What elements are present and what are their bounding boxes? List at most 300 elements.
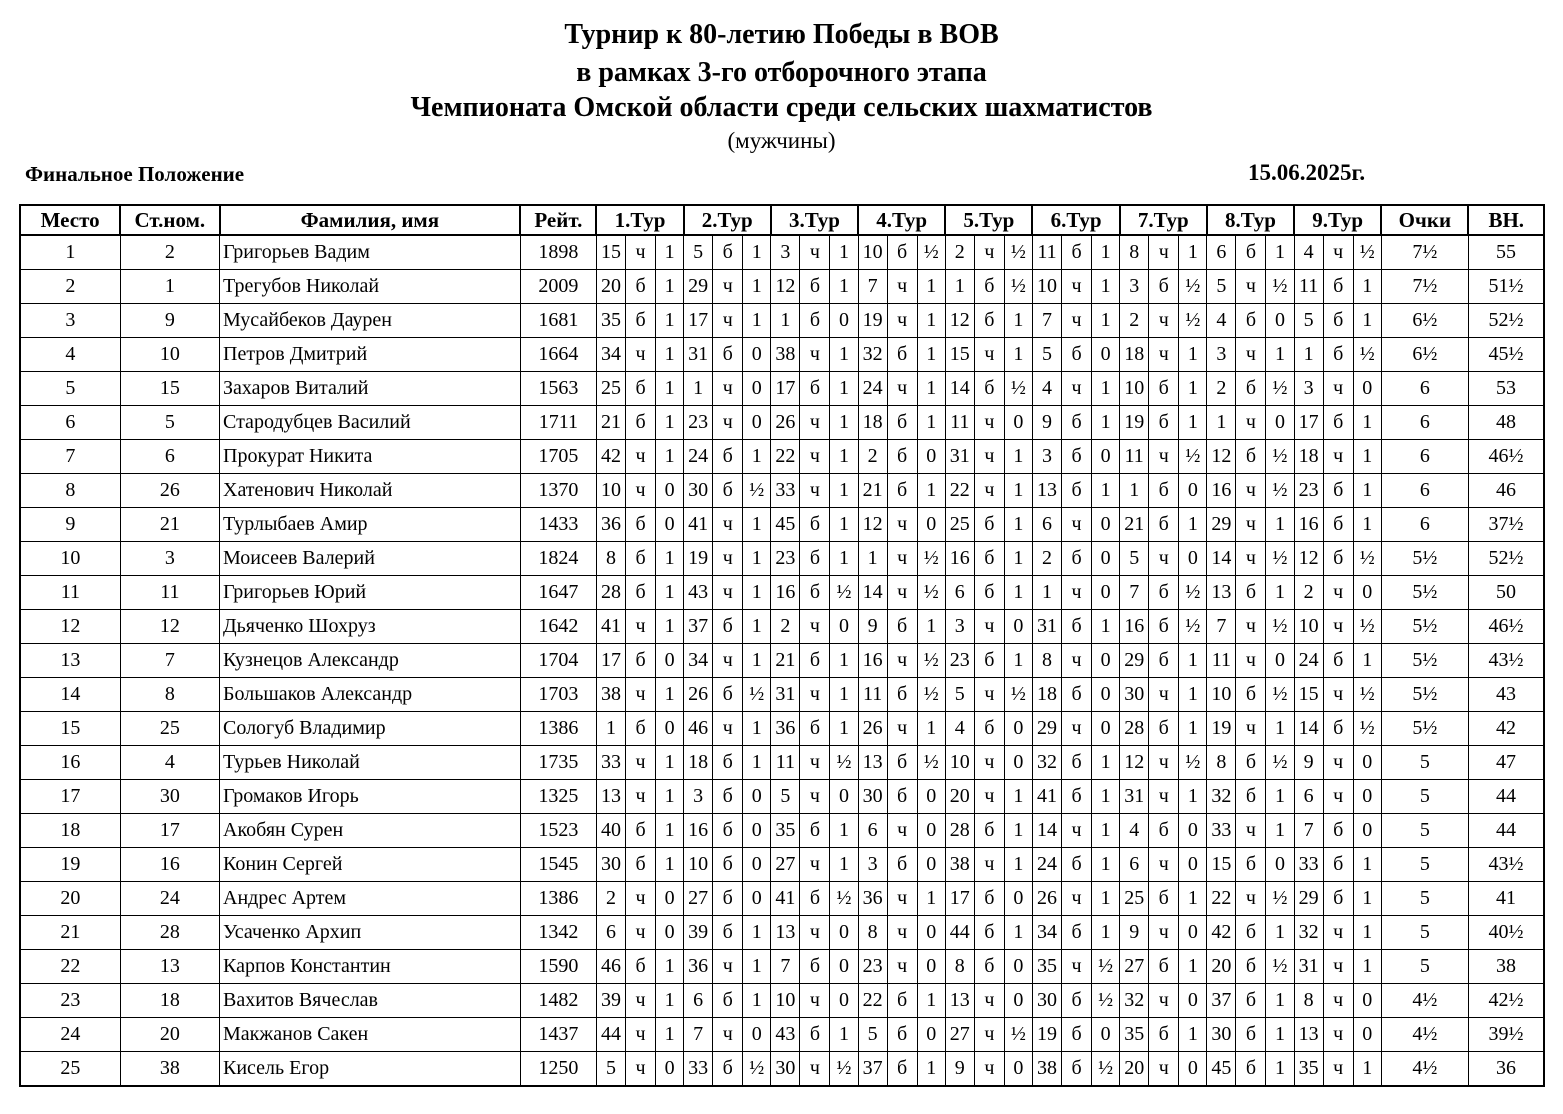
round-3-result: 1 bbox=[830, 848, 858, 882]
round-9-color: ч bbox=[1323, 916, 1353, 950]
standings-table bbox=[19, 204, 1545, 1087]
round-3-color: ч bbox=[800, 916, 830, 950]
round-9-result: 0 bbox=[1353, 576, 1381, 610]
round-5-opponent: 38 bbox=[945, 848, 974, 882]
round-6-opponent: 5 bbox=[1032, 338, 1061, 372]
round-8-result: 1 bbox=[1266, 916, 1294, 950]
round-1-result: 1 bbox=[656, 406, 684, 440]
round-4-color: ч bbox=[887, 644, 917, 678]
round-4-result: ½ bbox=[917, 746, 945, 780]
table-row bbox=[20, 882, 1544, 916]
place-cell: 20 bbox=[20, 882, 120, 916]
round-6-color: ч bbox=[1062, 304, 1092, 338]
round-6-result: 1 bbox=[1092, 882, 1120, 916]
round-4-opponent: 10 bbox=[858, 235, 887, 270]
player-name-cell: Конин Сергей bbox=[220, 848, 521, 882]
title-line-2: в рамках 3-го отборочного этапа bbox=[576, 57, 987, 88]
table-row bbox=[20, 610, 1544, 644]
round-6-result: 1 bbox=[1092, 474, 1120, 508]
round-4-result: 1 bbox=[917, 474, 945, 508]
round-7-color: б bbox=[1149, 270, 1179, 304]
round-9-opponent: 9 bbox=[1294, 746, 1323, 780]
round-3-result: 0 bbox=[830, 780, 858, 814]
round-2-color: б bbox=[713, 814, 743, 848]
round-9-result: 0 bbox=[1353, 984, 1381, 1018]
round-8-opponent: 42 bbox=[1207, 916, 1236, 950]
round-9-color: б bbox=[1323, 270, 1353, 304]
start-number-cell: 17 bbox=[120, 814, 219, 848]
round-6-result: 1 bbox=[1092, 406, 1120, 440]
round-3-color: ч bbox=[800, 848, 830, 882]
round-5-opponent: 22 bbox=[945, 474, 974, 508]
round-2-result: 1 bbox=[743, 746, 771, 780]
round-8-opponent: 45 bbox=[1207, 1052, 1236, 1087]
round-2-opponent: 18 bbox=[684, 746, 713, 780]
start-number-cell: 16 bbox=[120, 848, 219, 882]
place-cell: 15 bbox=[20, 712, 120, 746]
round-6-result: 1 bbox=[1092, 746, 1120, 780]
tiebreak-cell: 36 bbox=[1468, 1052, 1544, 1087]
start-number-cell: 8 bbox=[120, 678, 219, 712]
round-3-opponent: 45 bbox=[771, 508, 800, 542]
round-7-opponent: 1 bbox=[1120, 474, 1149, 508]
round-5-result: 1 bbox=[1004, 576, 1032, 610]
round-9-opponent: 13 bbox=[1294, 1018, 1323, 1052]
round-8-color: б bbox=[1236, 950, 1266, 984]
round-8-result: 1 bbox=[1266, 235, 1294, 270]
round-9-result: ½ bbox=[1353, 235, 1381, 270]
round-4-result: ½ bbox=[917, 235, 945, 270]
round-9-color: б bbox=[1323, 474, 1353, 508]
round-1-color: ч bbox=[626, 235, 656, 270]
round-3-result: ½ bbox=[830, 576, 858, 610]
points-cell: 5 bbox=[1381, 746, 1468, 780]
round-6-result: 1 bbox=[1092, 235, 1120, 270]
round-3-opponent: 13 bbox=[771, 916, 800, 950]
round-2-opponent: 7 bbox=[684, 1018, 713, 1052]
round-6-opponent: 8 bbox=[1032, 644, 1061, 678]
round-7-result: 1 bbox=[1179, 508, 1207, 542]
round-3-color: б bbox=[800, 304, 830, 338]
round-2-result: 1 bbox=[743, 610, 771, 644]
round-4-color: б bbox=[887, 338, 917, 372]
round-3-opponent: 11 bbox=[771, 746, 800, 780]
table-row bbox=[20, 406, 1544, 440]
tiebreak-cell: 39½ bbox=[1468, 1018, 1544, 1052]
points-cell: 6 bbox=[1381, 474, 1468, 508]
round-8-color: б bbox=[1236, 746, 1266, 780]
round-3-opponent: 30 bbox=[771, 1052, 800, 1087]
round-4-opponent: 26 bbox=[858, 712, 887, 746]
round-9-opponent: 15 bbox=[1294, 678, 1323, 712]
round-9-result: 1 bbox=[1353, 916, 1381, 950]
round-4-opponent: 11 bbox=[858, 678, 887, 712]
round-3-result: 0 bbox=[830, 950, 858, 984]
round-8-opponent: 1 bbox=[1207, 406, 1236, 440]
round-9-opponent: 31 bbox=[1294, 950, 1323, 984]
round-7-result: ½ bbox=[1179, 440, 1207, 474]
round-8-result: 1 bbox=[1266, 984, 1294, 1018]
round-9-result: 1 bbox=[1353, 406, 1381, 440]
round-3-result: 1 bbox=[830, 712, 858, 746]
table-row bbox=[20, 338, 1544, 372]
table-row bbox=[20, 304, 1544, 338]
round-6-opponent: 10 bbox=[1032, 270, 1061, 304]
round-3-opponent: 12 bbox=[771, 270, 800, 304]
subtitle: (мужчины) bbox=[727, 128, 836, 153]
round-3-color: б bbox=[800, 1018, 830, 1052]
round-5-result: ½ bbox=[1004, 372, 1032, 406]
round-8-color: б bbox=[1236, 304, 1266, 338]
start-number-cell: 18 bbox=[120, 984, 219, 1018]
round-3-color: б bbox=[800, 372, 830, 406]
round-3-result: 0 bbox=[830, 916, 858, 950]
round-1-color: ч bbox=[626, 780, 656, 814]
round-8-color: б bbox=[1236, 440, 1266, 474]
round-7-color: б bbox=[1149, 712, 1179, 746]
player-name-cell: Мусайбеков Даурен bbox=[220, 304, 521, 338]
player-name-cell: Захаров Виталий bbox=[220, 372, 521, 406]
rating-cell: 1681 bbox=[520, 304, 596, 338]
round-8-color: б bbox=[1236, 848, 1266, 882]
round-6-color: б bbox=[1062, 542, 1092, 576]
round-5-result: 1 bbox=[1004, 916, 1032, 950]
tiebreak-cell: 45½ bbox=[1468, 338, 1544, 372]
start-number-cell: 10 bbox=[120, 338, 219, 372]
start-number-cell: 25 bbox=[120, 712, 219, 746]
round-8-result: 0 bbox=[1266, 644, 1294, 678]
points-cell: 6½ bbox=[1381, 304, 1468, 338]
rating-cell: 1664 bbox=[520, 338, 596, 372]
round-4-opponent: 32 bbox=[858, 338, 887, 372]
points-cell: 4½ bbox=[1381, 1052, 1468, 1087]
round-5-color: ч bbox=[974, 235, 1004, 270]
round-3-result: 1 bbox=[830, 1018, 858, 1052]
round-3-result: 1 bbox=[830, 678, 858, 712]
round-1-result: 0 bbox=[656, 474, 684, 508]
tiebreak-cell: 40½ bbox=[1468, 916, 1544, 950]
start-number-cell: 6 bbox=[120, 440, 219, 474]
start-number-cell: 9 bbox=[120, 304, 219, 338]
round-2-color: б bbox=[713, 916, 743, 950]
round-4-color: ч bbox=[887, 372, 917, 406]
place-cell: 19 bbox=[20, 848, 120, 882]
round-8-opponent: 14 bbox=[1207, 542, 1236, 576]
round-3-color: б bbox=[800, 644, 830, 678]
round-2-opponent: 26 bbox=[684, 678, 713, 712]
round-2-opponent: 46 bbox=[684, 712, 713, 746]
table-row bbox=[20, 576, 1544, 610]
round-7-result: 1 bbox=[1179, 372, 1207, 406]
points-cell: 4½ bbox=[1381, 984, 1468, 1018]
round-1-result: 0 bbox=[656, 1052, 684, 1087]
round-2-result: 0 bbox=[743, 780, 771, 814]
round-1-opponent: 10 bbox=[596, 474, 625, 508]
place-cell: 3 bbox=[20, 304, 120, 338]
round-7-color: ч bbox=[1149, 440, 1179, 474]
round-4-result: 1 bbox=[917, 984, 945, 1018]
round-1-color: б bbox=[626, 848, 656, 882]
round-6-opponent: 24 bbox=[1032, 848, 1061, 882]
col-header-round-7: 7.Тур bbox=[1120, 205, 1207, 235]
round-5-color: ч bbox=[974, 746, 1004, 780]
round-5-result: 1 bbox=[1004, 440, 1032, 474]
round-5-opponent: 8 bbox=[945, 950, 974, 984]
round-5-color: б bbox=[974, 712, 1004, 746]
round-1-result: 1 bbox=[656, 984, 684, 1018]
round-2-opponent: 10 bbox=[684, 848, 713, 882]
tiebreak-cell: 46½ bbox=[1468, 440, 1544, 474]
round-7-color: ч bbox=[1149, 235, 1179, 270]
round-5-opponent: 1 bbox=[945, 270, 974, 304]
round-9-color: ч bbox=[1323, 372, 1353, 406]
round-9-result: 1 bbox=[1353, 644, 1381, 678]
round-2-result: 0 bbox=[743, 406, 771, 440]
round-1-color: ч bbox=[626, 882, 656, 916]
round-7-opponent: 21 bbox=[1120, 508, 1149, 542]
table-row bbox=[20, 746, 1544, 780]
round-5-result: 0 bbox=[1004, 712, 1032, 746]
round-7-opponent: 20 bbox=[1120, 1052, 1149, 1087]
round-6-result: 1 bbox=[1092, 848, 1120, 882]
round-9-opponent: 24 bbox=[1294, 644, 1323, 678]
round-4-color: ч bbox=[887, 304, 917, 338]
round-2-color: б bbox=[713, 338, 743, 372]
round-1-result: 1 bbox=[656, 610, 684, 644]
place-cell: 18 bbox=[20, 814, 120, 848]
round-5-color: ч bbox=[974, 610, 1004, 644]
table-row bbox=[20, 508, 1544, 542]
rating-cell: 1711 bbox=[520, 406, 596, 440]
points-cell: 5 bbox=[1381, 950, 1468, 984]
round-4-color: ч bbox=[887, 270, 917, 304]
round-7-result: ½ bbox=[1179, 304, 1207, 338]
round-8-result: ½ bbox=[1266, 610, 1294, 644]
round-3-result: ½ bbox=[830, 1052, 858, 1087]
round-8-opponent: 8 bbox=[1207, 746, 1236, 780]
round-1-color: ч bbox=[626, 916, 656, 950]
round-9-result: 1 bbox=[1353, 270, 1381, 304]
round-4-result: 0 bbox=[917, 508, 945, 542]
round-9-opponent: 10 bbox=[1294, 610, 1323, 644]
round-9-color: б bbox=[1323, 848, 1353, 882]
round-9-result: ½ bbox=[1353, 338, 1381, 372]
round-1-opponent: 34 bbox=[596, 338, 625, 372]
round-3-opponent: 23 bbox=[771, 542, 800, 576]
round-6-opponent: 11 bbox=[1032, 235, 1061, 270]
place-cell: 25 bbox=[20, 1052, 120, 1087]
round-2-color: б bbox=[713, 848, 743, 882]
round-1-result: 0 bbox=[656, 882, 684, 916]
round-5-color: б bbox=[974, 950, 1004, 984]
place-cell: 4 bbox=[20, 338, 120, 372]
round-7-color: б bbox=[1149, 474, 1179, 508]
round-8-opponent: 16 bbox=[1207, 474, 1236, 508]
round-1-result: 1 bbox=[656, 950, 684, 984]
place-cell: 7 bbox=[20, 440, 120, 474]
start-number-cell: 1 bbox=[120, 270, 219, 304]
round-9-color: ч bbox=[1323, 576, 1353, 610]
standing-label: Финальное Положение bbox=[25, 162, 245, 186]
round-3-opponent: 16 bbox=[771, 576, 800, 610]
round-1-opponent: 33 bbox=[596, 746, 625, 780]
tiebreak-cell: 44 bbox=[1468, 814, 1544, 848]
round-7-result: 1 bbox=[1179, 1018, 1207, 1052]
col-header-place: Место bbox=[20, 205, 120, 235]
round-7-result: 0 bbox=[1179, 848, 1207, 882]
player-name-cell: Григорьев Юрий bbox=[220, 576, 521, 610]
table-row bbox=[20, 780, 1544, 814]
round-6-result: 0 bbox=[1092, 712, 1120, 746]
round-3-opponent: 31 bbox=[771, 678, 800, 712]
round-5-color: б bbox=[974, 542, 1004, 576]
tiebreak-cell: 50 bbox=[1468, 576, 1544, 610]
round-2-color: ч bbox=[713, 508, 743, 542]
round-1-result: 0 bbox=[656, 644, 684, 678]
rating-cell: 1705 bbox=[520, 440, 596, 474]
round-4-result: 0 bbox=[917, 950, 945, 984]
round-3-result: 1 bbox=[830, 814, 858, 848]
round-1-opponent: 36 bbox=[596, 508, 625, 542]
round-1-opponent: 15 bbox=[596, 235, 625, 270]
table-row bbox=[20, 950, 1544, 984]
round-9-opponent: 14 bbox=[1294, 712, 1323, 746]
round-6-result: 1 bbox=[1092, 372, 1120, 406]
round-8-result: 0 bbox=[1266, 304, 1294, 338]
round-1-result: 0 bbox=[656, 508, 684, 542]
round-3-result: 1 bbox=[830, 542, 858, 576]
round-9-opponent: 33 bbox=[1294, 848, 1323, 882]
round-6-opponent: 31 bbox=[1032, 610, 1061, 644]
round-3-result: 1 bbox=[830, 338, 858, 372]
round-9-color: ч bbox=[1323, 1018, 1353, 1052]
round-8-color: ч bbox=[1236, 270, 1266, 304]
round-9-result: 0 bbox=[1353, 372, 1381, 406]
rating-cell: 1642 bbox=[520, 610, 596, 644]
table-row bbox=[20, 814, 1544, 848]
round-8-color: б bbox=[1236, 372, 1266, 406]
round-5-result: ½ bbox=[1004, 235, 1032, 270]
round-9-result: ½ bbox=[1353, 610, 1381, 644]
player-name-cell: Моисеев Валерий bbox=[220, 542, 521, 576]
tiebreak-cell: 53 bbox=[1468, 372, 1544, 406]
round-2-opponent: 24 bbox=[684, 440, 713, 474]
round-5-color: ч bbox=[974, 440, 1004, 474]
table-row bbox=[20, 270, 1544, 304]
round-7-result: 0 bbox=[1179, 474, 1207, 508]
round-7-result: 1 bbox=[1179, 644, 1207, 678]
round-1-result: 0 bbox=[656, 916, 684, 950]
place-cell: 13 bbox=[20, 644, 120, 678]
round-5-opponent: 13 bbox=[945, 984, 974, 1018]
round-7-result: 1 bbox=[1179, 235, 1207, 270]
round-9-opponent: 7 bbox=[1294, 814, 1323, 848]
round-2-color: ч bbox=[713, 644, 743, 678]
round-4-opponent: 37 bbox=[858, 1052, 887, 1087]
round-1-result: 1 bbox=[656, 235, 684, 270]
round-1-opponent: 44 bbox=[596, 1018, 625, 1052]
round-6-result: ½ bbox=[1092, 1052, 1120, 1087]
round-6-color: б bbox=[1062, 678, 1092, 712]
round-3-color: б bbox=[800, 882, 830, 916]
player-name-cell: Дьяченко Шохруз bbox=[220, 610, 521, 644]
round-7-opponent: 31 bbox=[1120, 780, 1149, 814]
round-6-result: ½ bbox=[1092, 984, 1120, 1018]
points-cell: 5½ bbox=[1381, 678, 1468, 712]
round-6-result: ½ bbox=[1092, 950, 1120, 984]
round-3-opponent: 22 bbox=[771, 440, 800, 474]
place-cell: 2 bbox=[20, 270, 120, 304]
round-2-color: ч bbox=[713, 542, 743, 576]
player-name-cell: Петров Дмитрий bbox=[220, 338, 521, 372]
table-row bbox=[20, 848, 1544, 882]
col-header-points: Очки bbox=[1381, 205, 1468, 235]
round-9-opponent: 35 bbox=[1294, 1052, 1323, 1087]
round-3-opponent: 17 bbox=[771, 372, 800, 406]
round-7-opponent: 9 bbox=[1120, 916, 1149, 950]
round-4-color: ч bbox=[887, 542, 917, 576]
round-2-opponent: 16 bbox=[684, 814, 713, 848]
round-6-opponent: 1 bbox=[1032, 576, 1061, 610]
round-7-result: 0 bbox=[1179, 542, 1207, 576]
round-9-opponent: 8 bbox=[1294, 984, 1323, 1018]
points-cell: 6½ bbox=[1381, 338, 1468, 372]
round-8-result: ½ bbox=[1266, 950, 1294, 984]
round-8-result: ½ bbox=[1266, 746, 1294, 780]
round-6-opponent: 35 bbox=[1032, 950, 1061, 984]
round-4-opponent: 2 bbox=[858, 440, 887, 474]
round-9-color: б bbox=[1323, 406, 1353, 440]
round-2-result: ½ bbox=[743, 678, 771, 712]
round-8-result: 1 bbox=[1266, 780, 1294, 814]
round-4-result: 1 bbox=[917, 1052, 945, 1087]
round-9-result: 1 bbox=[1353, 950, 1381, 984]
round-6-color: б bbox=[1062, 916, 1092, 950]
round-9-color: ч bbox=[1323, 746, 1353, 780]
round-2-opponent: 30 bbox=[684, 474, 713, 508]
round-3-color: б bbox=[800, 576, 830, 610]
round-1-result: 1 bbox=[656, 338, 684, 372]
round-1-result: 0 bbox=[656, 712, 684, 746]
col-header-name: Фамилия, имя bbox=[220, 205, 521, 235]
round-4-result: ½ bbox=[917, 678, 945, 712]
round-8-opponent: 3 bbox=[1207, 338, 1236, 372]
round-2-result: 1 bbox=[743, 440, 771, 474]
round-9-opponent: 29 bbox=[1294, 882, 1323, 916]
round-1-opponent: 13 bbox=[596, 780, 625, 814]
round-6-opponent: 29 bbox=[1032, 712, 1061, 746]
round-3-color: ч bbox=[800, 406, 830, 440]
round-4-opponent: 21 bbox=[858, 474, 887, 508]
round-8-result: 0 bbox=[1266, 848, 1294, 882]
round-8-color: б bbox=[1236, 780, 1266, 814]
round-4-result: 0 bbox=[917, 780, 945, 814]
round-3-opponent: 43 bbox=[771, 1018, 800, 1052]
round-1-result: 1 bbox=[656, 372, 684, 406]
round-9-result: 0 bbox=[1353, 746, 1381, 780]
round-8-color: б bbox=[1236, 235, 1266, 270]
tiebreak-cell: 42½ bbox=[1468, 984, 1544, 1018]
round-9-color: б bbox=[1323, 304, 1353, 338]
round-5-color: б bbox=[974, 644, 1004, 678]
round-3-result: 1 bbox=[830, 644, 858, 678]
round-4-opponent: 3 bbox=[858, 848, 887, 882]
rating-cell: 1523 bbox=[520, 814, 596, 848]
round-7-color: ч bbox=[1149, 338, 1179, 372]
round-6-opponent: 38 bbox=[1032, 1052, 1061, 1087]
round-5-result: ½ bbox=[1004, 678, 1032, 712]
round-8-opponent: 30 bbox=[1207, 1018, 1236, 1052]
